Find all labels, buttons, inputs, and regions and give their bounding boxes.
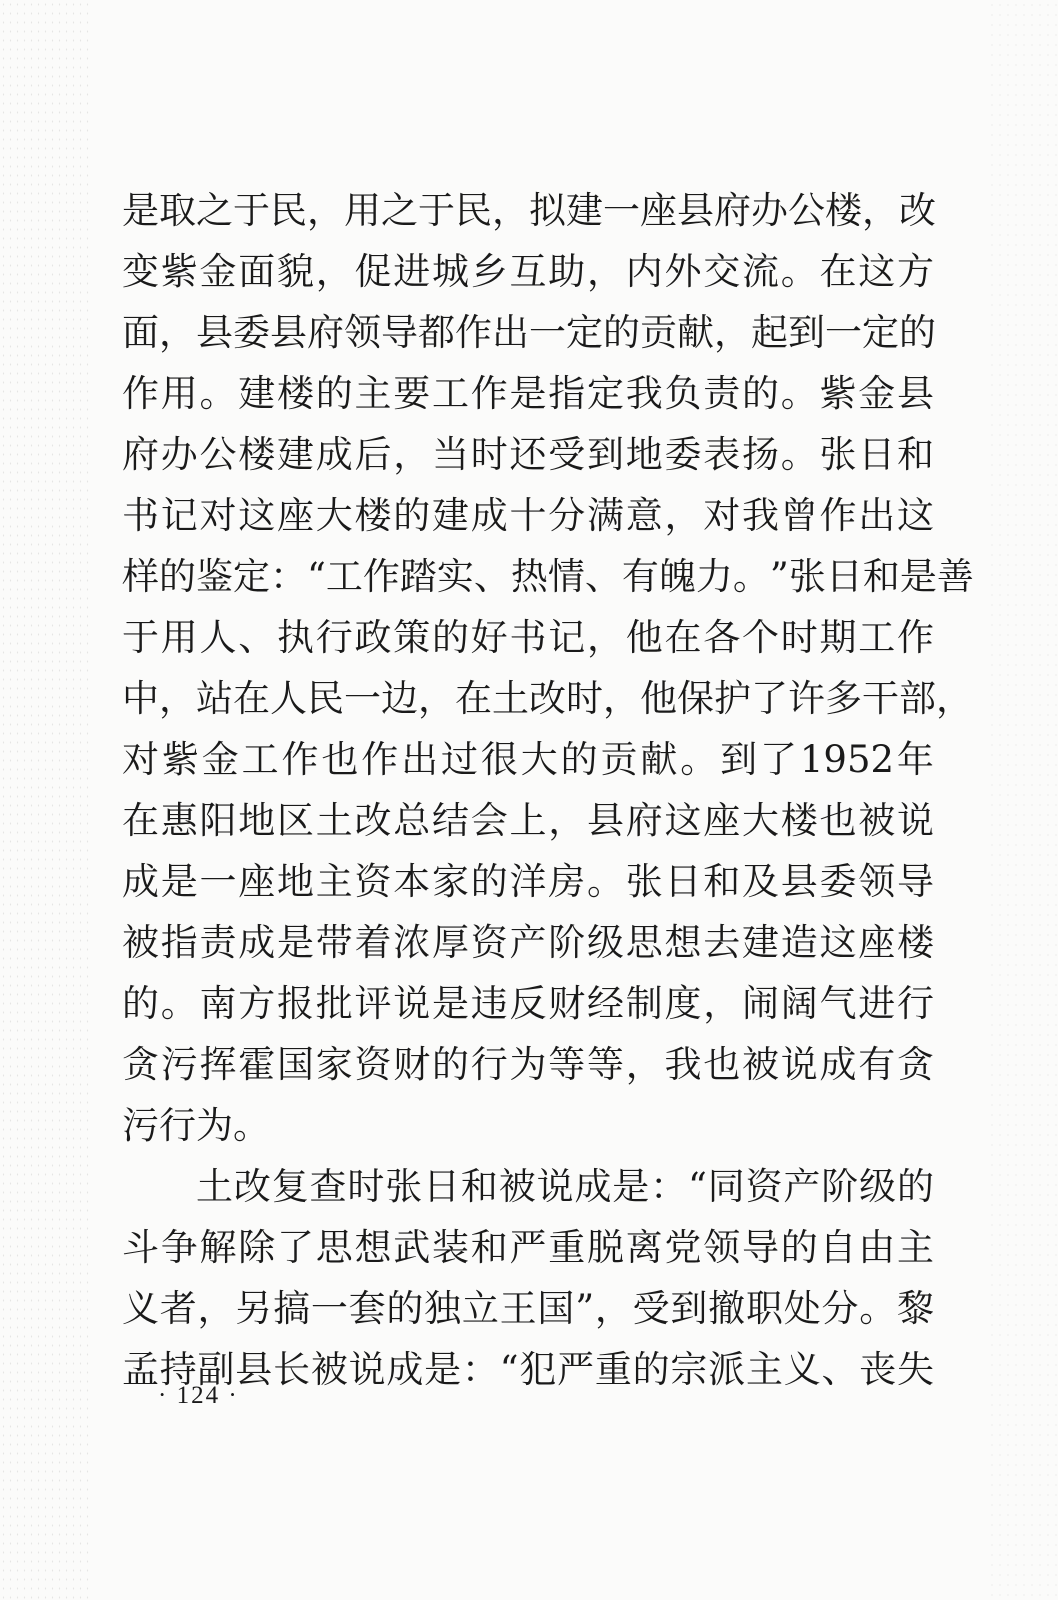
text-line: 贪 污 挥 霍 国 家 资 财 的 行 为 等 等 ， 我 也 被 说 成 有 贪 [122,1043,934,1086]
text-line: 斗 争 解 除 了 思 想 武 装 和 严 重 脱 离 党 领 导 的 自 由 主 [122,1226,934,1269]
text-line: 面 ， 县 委 县 府 领 导 都 作 出 一 定 的 贡 献 ， 起 到 一 定 的 [122,311,936,354]
text-line: 于 用 人 、 执 行 政 策 的 好 书 记 ， 他 在 各 个 时 期 工 作 [122,616,934,659]
text-line: 作 用 。 建 楼 的 主 要 工 作 是 指 定 我 负 责 的 。 紫 金 县 [122,372,934,415]
text-line: 孟 持 副 县 长 被 说 成 是 ： “ 犯 严 重 的 宗 派 主 义 、 丧 失 [122,1348,934,1391]
text-line: 书 记 对 这 座 大 楼 的 建 成 十 分 满 意 ， 对 我 曾 作 出 这 [122,494,934,537]
scan-edge-left [0,0,90,1600]
text-line: 变 紫 金 面 貌 ， 促 进 城 乡 互 助 ， 内 外 交 流 。 在 这 方 [122,250,934,293]
text-line: 的 。 南 方 报 批 评 说 是 违 反 财 经 制 度 ， 闹 阔 气 进 行 [122,982,934,1025]
text-line: 被 指 责 成 是 带 着 浓 厚 资 产 阶 级 思 想 去 建 造 这 座 楼 [122,921,934,964]
text-line: 中 ， 站 在 人 民 一 边 ， 在 土 改 时 ， 他 保 护 了 许 多 干 部 ， [122,677,973,720]
paragraph-end-line: 污行为。 [122,1104,270,1147]
body-text [122,180,974,1400]
page-number: · 124 · [158,1382,239,1409]
scan-edge-right [988,0,1058,1600]
text-line: 义 者 ， 另 搞 一 套 的 独 立 王 国 ” ， 受 到 撤 职 处 分 。 黎 [122,1287,934,1330]
text-line: 是 取 之 于 民 ， 用 之 于 民 ， 拟 建 一 座 县 府 办 公 楼 ， 改 [122,189,936,232]
text-line: 在 惠 阳 地 区 土 改 总 结 会 上 ， 县 府 这 座 大 楼 也 被 说 [122,799,934,842]
text-line: 样 的 鉴 定 ： “ 工 作 踏 实 、 热 情 、 有 魄 力 。 ” 张 日 和 是 善 [122,555,974,598]
text-line: 成 是 一 座 地 主 资 本 家 的 洋 房 。 张 日 和 及 县 委 领 导 [122,860,934,903]
text-line: 府 办 公 楼 建 成 后 ， 当 时 还 受 到 地 委 表 扬 。 张 日 和 [122,433,934,476]
paragraph-start-line: 土 改 复 查 时 张 日 和 被 说 成 是 ： “ 同 资 产 阶 级 的 [196,1165,934,1208]
text-line: 对 紫 金 工 作 也 作 出 过 很 大 的 贡 献 。 到 了 1952 年 [122,738,934,781]
